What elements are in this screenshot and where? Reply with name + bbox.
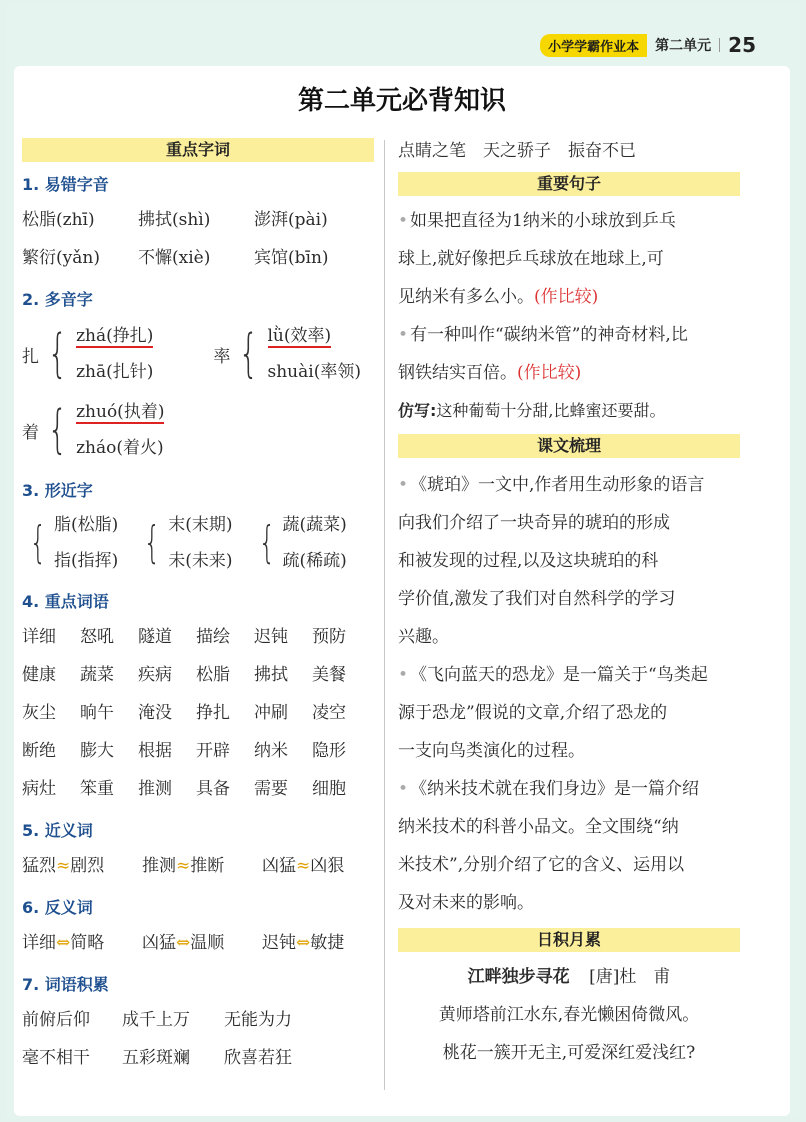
imitation-text: 这种葡萄十分甜,比蜂蜜还要甜。 [436,401,666,420]
word-item: 宾馆(bīn) [254,248,329,268]
term-item: 挣扎 [196,703,230,723]
term-item: 疾病 [138,665,172,685]
approx-icon: ≈ [176,856,191,876]
poem-line: 桃花一簇开无主,可爱深红爱浅红? [442,1043,696,1063]
sentence-2 [398,316,740,392]
similar-item: 末(末期) [168,515,233,535]
section-bar-text-review: 课文梳理 [398,434,740,458]
approx-icon: ≈ [56,856,71,876]
left-column [22,138,374,1077]
reading-stack [76,394,164,466]
polyphonic-char: 着 [22,422,39,443]
term-item: 膨大 [80,741,114,761]
review-line: 米技术”,分别介绍了它的含义、运用以 [398,855,685,875]
word-pair: 迟钝⇔敏捷 [262,924,344,962]
similar-chars-row [22,507,374,579]
brace-icon: { [258,517,275,568]
similar-item: 蔬(蔬菜) [282,515,347,535]
bullet-icon: • [398,475,409,495]
heading-pronunciation: 1. 易错字音 [22,175,109,194]
review-line: • 《琥珀》一文中,作者用生动形象的语言 [398,475,705,495]
term-item: 纳米 [254,741,288,761]
sentence-line: 有一种叫作“碳纳米管”的神奇材料,比 [410,325,688,345]
page-header [540,34,756,56]
word-pair: 凶猛⇔温顺 [142,924,262,962]
section-bar-accumulation: 日积月累 [398,928,740,952]
idiom-item: 前俯后仰 [22,1010,90,1030]
brace-icon: { [47,400,68,460]
page [6,4,800,1118]
similar-group [22,507,118,579]
heading-vocab: 7. 词语积累 [22,975,109,994]
word-item: 不懈(xiè) [138,248,211,268]
polyphonic-group [22,392,374,468]
term-item: 具备 [196,779,230,799]
term-item: 健康 [22,665,56,685]
reading-b: zhā(扎针) [76,362,154,382]
idiom-item: 无能为力 [224,1010,292,1030]
review-line: 纳米技术的科普小品文。全文围绕“纳 [398,817,679,837]
sentence-line: 见纳米有多么小。 [398,287,534,307]
similar-item: 脂(松脂) [54,515,119,535]
reading-a: lǜ(效率) [267,326,332,346]
review-line: 及对未来的影响。 [398,893,534,913]
term-item: 病灶 [22,779,56,799]
term-item: 隧道 [138,627,172,647]
reading-stack [76,318,153,390]
term-item: 拂拭 [254,665,288,685]
brace-icon: { [29,517,47,568]
word-item: 繁衍(yǎn) [22,248,100,268]
bullet-icon: • [398,779,409,799]
term-item: 预防 [312,627,346,647]
brace-icon: { [143,517,161,568]
imitation-label: 仿写: [398,401,437,420]
word-pair: 推测≈推断 [142,847,262,885]
word-pair: 凶猛≈凶狠 [262,847,344,885]
rhetoric-tag: (作比较) [517,363,582,383]
term-item: 晌午 [80,703,114,723]
term-item: 根据 [138,741,172,761]
review-line: 向我们介绍了一块奇异的琥珀的形成 [398,513,670,533]
review-line: 学价值,激发了我们对自然科学的学习 [398,589,676,609]
antonym-row [22,924,374,962]
heading-synonyms: 5. 近义词 [22,821,93,840]
rhetoric-tag: (作比较) [534,287,599,307]
sentence-line: 如果把直径为1纳米的小球放到乒乓 [410,211,676,231]
term-item: 怒吼 [80,627,114,647]
reading-a: zhuó(执着) [76,402,165,422]
review-line: • 《飞向蓝天的恐龙》是一篇关于“鸟类起 [398,665,708,685]
term-item: 推测 [138,779,172,799]
review-line: 和被发现的过程,以及这块琥珀的科 [398,551,659,571]
brace-icon: { [47,324,68,384]
polyphonic-char: 扎 [22,346,39,367]
term-item: 细胞 [312,779,346,799]
double-arrow-icon: ⇔ [56,933,71,953]
review-paragraph-2 [398,656,740,770]
header-divider [719,38,720,52]
similar-item: 指(指挥) [54,551,119,571]
similar-item: 未(未来) [168,551,233,571]
reading-stack [268,318,361,390]
term-item: 详细 [22,627,56,647]
content-card [14,66,790,1116]
approx-icon: ≈ [296,856,311,876]
review-line: 源于恐龙”假说的文章,介绍了恐龙的 [398,703,668,723]
idiom-item: 欣喜若狂 [224,1048,292,1068]
review-line: • 《纳米技术就在我们身边》是一篇介绍 [398,779,700,799]
section-bar-key-words: 重点字词 [22,138,374,162]
sentence-line: 球上,就好像把乒乓球放在地球上,可 [398,249,664,269]
similar-item: 疏(稀疏) [282,551,347,571]
reading-b: shuài(率领) [267,362,361,382]
page-title: 第二单元必背知识 [297,86,506,116]
key-terms-grid [22,618,374,808]
term-item: 笨重 [80,779,114,799]
review-paragraph-3 [398,770,740,922]
brace-icon: { [239,324,259,384]
synonym-row [22,847,374,885]
idiom-row [22,1039,374,1077]
term-item: 淹没 [138,703,172,723]
sentence-1 [398,202,740,316]
idiom-item: 毫不相干 [22,1048,90,1068]
term-item: 美餐 [312,665,346,685]
term-item: 凌空 [312,703,346,723]
idiom-item: 五彩斑斓 [122,1048,190,1068]
right-column [398,138,740,1072]
review-line: 兴趣。 [398,627,449,647]
term-item: 冲刷 [254,703,288,723]
heading-polyphonic: 2. 多音字 [22,290,93,309]
brand-badge: 小学学霸作业本 [540,34,647,57]
word-item: 拂拭(shì) [138,210,211,230]
polyphonic-group [213,316,361,392]
similar-group [136,507,232,579]
column-divider [384,140,385,1090]
term-item: 需要 [254,779,288,799]
term-item: 迟钝 [254,627,288,647]
double-arrow-icon: ⇔ [176,933,191,953]
bullet-icon: • [398,211,409,231]
section-bar-sentences: 重要句子 [398,172,740,196]
word-pair: 详细⇔简略 [22,924,142,962]
heading-key-terms: 4. 重点词语 [22,592,109,611]
reading-a: zhá(挣扎) [76,326,154,346]
word-row [22,201,374,239]
term-item: 开辟 [196,741,230,761]
word-item: 松脂(zhī) [22,210,95,230]
polyphonic-char: 率 [213,346,231,367]
term-item: 蔬菜 [80,665,114,685]
idiom-line: 点睛之笔 天之骄子 振奋不已 [398,141,636,161]
review-paragraph-1 [398,466,740,656]
sentence-line: 钢铁结实百倍。 [398,363,517,383]
similar-group [251,507,347,579]
term-item: 描绘 [196,627,230,647]
poem-title: 江畔独步寻花 [467,967,570,987]
double-arrow-icon: ⇔ [296,933,311,953]
heading-similar-chars: 3. 形近字 [22,481,93,500]
polyphonic-row [22,316,374,392]
heading-antonyms: 6. 反义词 [22,898,93,917]
reading-b: zháo(着火) [76,438,164,458]
page-number: 25 [728,33,756,57]
poem-line: 黄师塔前江水东,春光懒困倚微风。 [438,1005,700,1025]
word-row [22,239,374,277]
word-item: 澎湃(pài) [254,210,328,230]
term-item: 松脂 [196,665,230,685]
bullet-icon: • [398,325,409,345]
term-item: 灰尘 [22,703,56,723]
term-item: 断绝 [22,741,56,761]
word-pair: 猛烈≈剧烈 [22,847,142,885]
poem-heading [398,958,740,996]
unit-label: 第二单元 [655,38,712,54]
idiom-row [22,1001,374,1039]
idiom-item: 成千上万 [122,1010,190,1030]
poem-author: [唐]杜 甫 [589,967,671,987]
imitation [398,392,740,430]
review-line: 一支向鸟类演化的过程。 [398,741,585,761]
term-item: 隐形 [312,741,346,761]
polyphonic-group [22,316,153,392]
bullet-icon: • [398,665,409,685]
